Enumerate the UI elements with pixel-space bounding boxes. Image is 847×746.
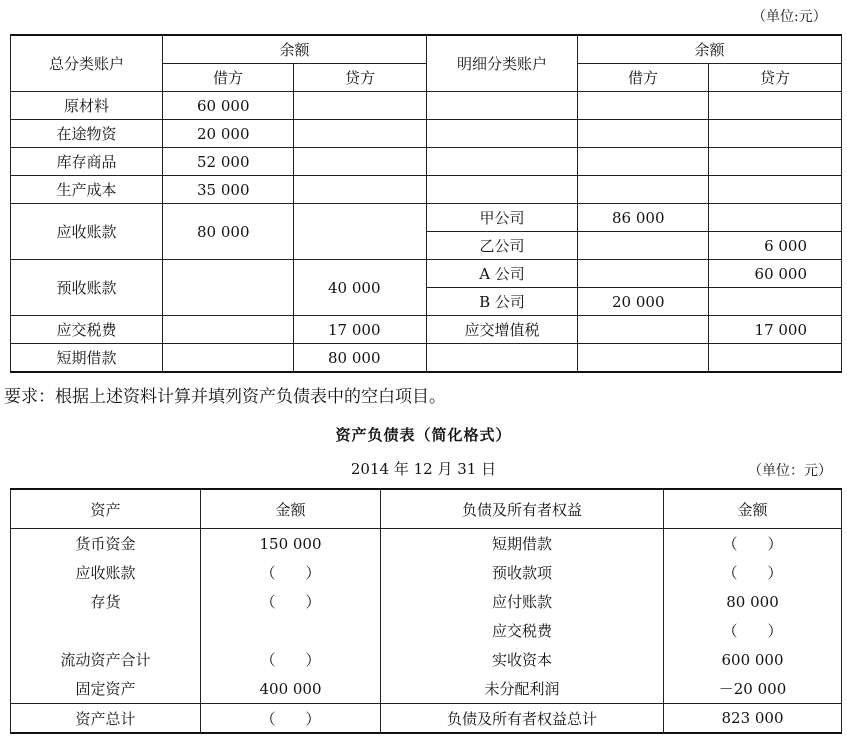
header-credit-detail: 贷方 — [709, 64, 842, 92]
liability-total-label: 负债及所有者权益总计 — [381, 704, 664, 734]
table-row — [11, 344, 842, 373]
asset-amount-cell — [201, 616, 381, 645]
detail-debit-cell — [578, 316, 709, 344]
asset-amount-cell: 150 000 — [201, 529, 381, 559]
debit-cell — [163, 260, 294, 316]
ledger-balance-table — [10, 34, 842, 373]
header-debit-detail: 借方 — [578, 64, 709, 92]
table-row — [11, 148, 842, 176]
header-detail-account: 明细分类账户 — [427, 35, 578, 92]
detail-credit-cell — [709, 288, 842, 316]
detail-account-cell: B 公司 — [427, 288, 578, 316]
account-cell: 原材料 — [11, 92, 163, 120]
asset-cell: 流动资产合计 — [11, 645, 201, 674]
table-row — [11, 558, 842, 587]
credit-cell: 17 000 — [294, 316, 427, 344]
requirement-text: 要求：根据上述资料计算并填列资产负债表中的空白项目。 — [4, 387, 446, 407]
detail-account-cell: 乙公司 — [427, 232, 578, 260]
liability-amount-cell: 600 000 — [664, 645, 842, 674]
table-row — [11, 674, 842, 704]
detail-account-cell — [427, 120, 578, 148]
detail-debit-cell — [578, 260, 709, 288]
liability-amount-cell: （ ） — [664, 558, 842, 587]
liability-cell: 短期借款 — [381, 529, 664, 559]
debit-cell: 20 000 — [163, 120, 294, 148]
liability-amount-cell: 80 000 — [664, 587, 842, 616]
asset-cell — [11, 616, 201, 645]
detail-debit-cell — [578, 176, 709, 204]
asset-total-label: 资产总计 — [11, 704, 201, 734]
asset-cell: 存货 — [11, 587, 201, 616]
liability-amount-cell: （ ） — [664, 529, 842, 559]
account-cell: 应收账款 — [11, 204, 163, 260]
credit-cell — [294, 92, 427, 120]
detail-credit-cell: 6 000 — [709, 232, 842, 260]
header-general-account: 总分类账户 — [11, 35, 163, 92]
detail-account-cell — [427, 148, 578, 176]
asset-amount-cell: 400 000 — [201, 674, 381, 704]
credit-cell: 80 000 — [294, 344, 427, 373]
table-row — [11, 260, 842, 288]
asset-cell: 应收账款 — [11, 558, 201, 587]
asset-cell: 货币资金 — [11, 529, 201, 559]
detail-credit-cell — [709, 148, 842, 176]
header-balance-detail: 余额 — [578, 35, 842, 64]
balance-sheet-unit: （单位：元） — [748, 463, 832, 479]
header-liabilities: 负债及所有者权益 — [381, 489, 664, 529]
account-cell: 库存商品 — [11, 148, 163, 176]
balance-sheet-title: 资产负债表（简化格式） — [335, 426, 512, 444]
header-debit: 借方 — [163, 64, 294, 92]
account-cell: 短期借款 — [11, 344, 163, 373]
detail-credit-cell: 17 000 — [709, 316, 842, 344]
liability-total-amount: 823 000 — [664, 704, 842, 734]
detail-credit-cell — [709, 344, 842, 373]
total-row — [11, 704, 842, 734]
table-row — [11, 92, 842, 120]
asset-cell: 固定资产 — [11, 674, 201, 704]
account-cell: 预收账款 — [11, 260, 163, 316]
balance-sheet-date: 2014 年 12 月 31 日 — [350, 460, 497, 478]
debit-cell: 80 000 — [163, 204, 294, 260]
liability-cell: 未分配利润 — [381, 674, 664, 704]
header-credit: 贷方 — [294, 64, 427, 92]
detail-debit-cell — [578, 232, 709, 260]
account-cell: 生产成本 — [11, 176, 163, 204]
liability-cell: 预收款项 — [381, 558, 664, 587]
header-assets: 资产 — [11, 489, 201, 529]
liability-cell: 应付账款 — [381, 587, 664, 616]
detail-credit-cell: 60 000 — [709, 260, 842, 288]
debit-cell: 52 000 — [163, 148, 294, 176]
header-balance: 余额 — [163, 35, 427, 64]
debit-cell — [163, 344, 294, 373]
header-amount: 金额 — [201, 489, 381, 529]
table-row — [11, 529, 842, 559]
detail-credit-cell — [709, 204, 842, 232]
asset-amount-cell: （ ） — [201, 558, 381, 587]
account-cell: 应交税费 — [11, 316, 163, 344]
table-row — [11, 176, 842, 204]
liability-cell: 应交税费 — [381, 616, 664, 645]
liability-amount-cell: －20 000 — [664, 674, 842, 704]
detail-account-cell: A 公司 — [427, 260, 578, 288]
liability-amount-cell: （ ） — [664, 616, 842, 645]
table-row — [11, 645, 842, 674]
credit-cell — [294, 204, 427, 260]
liability-cell: 实收资本 — [381, 645, 664, 674]
detail-credit-cell — [709, 176, 842, 204]
detail-account-cell: 应交增值税 — [427, 316, 578, 344]
table-row — [11, 316, 842, 344]
credit-cell — [294, 120, 427, 148]
table-row — [11, 587, 842, 616]
detail-account-cell — [427, 176, 578, 204]
detail-debit-cell — [578, 148, 709, 176]
detail-account-cell — [427, 92, 578, 120]
table-row — [11, 120, 842, 148]
detail-account-cell: 甲公司 — [427, 204, 578, 232]
top-unit-label: （单位:元） — [752, 9, 827, 25]
account-cell: 在途物资 — [11, 120, 163, 148]
detail-account-cell — [427, 344, 578, 373]
credit-cell — [294, 148, 427, 176]
balance-sheet-table — [10, 488, 842, 734]
table-row — [11, 616, 842, 645]
detail-debit-cell — [578, 120, 709, 148]
detail-debit-cell — [578, 344, 709, 373]
detail-debit-cell: 86 000 — [578, 204, 709, 232]
debit-cell: 35 000 — [163, 176, 294, 204]
detail-credit-cell — [709, 92, 842, 120]
asset-amount-cell: （ ） — [201, 645, 381, 674]
detail-debit-cell: 20 000 — [578, 288, 709, 316]
debit-cell — [163, 316, 294, 344]
detail-debit-cell — [578, 92, 709, 120]
asset-amount-cell: （ ） — [201, 587, 381, 616]
detail-credit-cell — [709, 120, 842, 148]
header-amount-liab: 金额 — [664, 489, 842, 529]
credit-cell — [294, 176, 427, 204]
asset-total-amount: （ ） — [201, 704, 381, 734]
debit-cell: 60 000 — [163, 92, 294, 120]
table-row — [11, 204, 842, 232]
credit-cell: 40 000 — [294, 260, 427, 316]
